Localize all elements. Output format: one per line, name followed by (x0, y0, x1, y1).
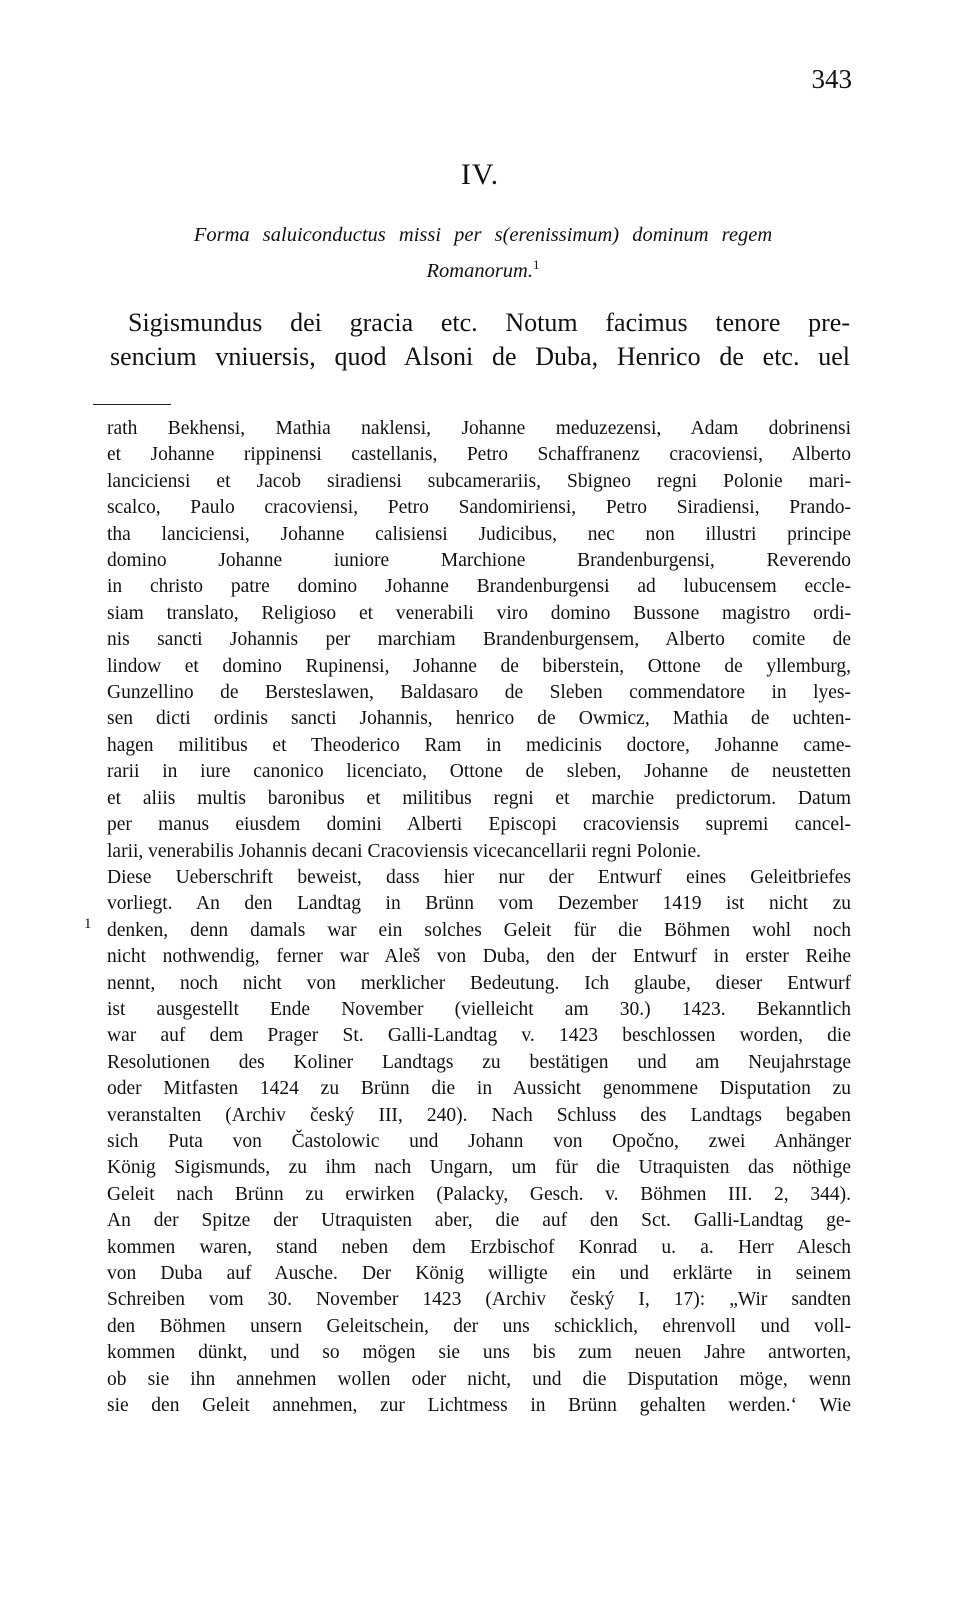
continuation-line: lindow et domino Rupinensi, Johanne de biberstein, Ottone de yllemburg, (107, 655, 851, 677)
continuation-line: et aliis multis baronibus et militibus regni et marchie predictorum. Datum (107, 787, 851, 809)
footnote-line: oder Mitfasten 1424 zu Brünn die in Aussicht genommene Disputation zu (107, 1078, 851, 1100)
footnote-line: ist ausgestellt Ende November (vielleicht am 30.) 1423. Bekanntlich (107, 998, 851, 1020)
heading-line-1: Forma saluiconductus missi per s(erenissimum) dominum regem (193, 224, 773, 246)
main-text (110, 306, 850, 374)
continuation-line: per manus eiusdem domini Alberti Episcopi cracoviensis supremi cancel- (107, 814, 851, 836)
footnote-line: sich Puta von Častolowic und Johann von Opočno, zwei Anhänger (107, 1130, 851, 1152)
footnote-line: sie den Geleit annehmen, zur Lichtmess in Brünn gehalten werden.‘ Wie (107, 1395, 851, 1417)
footnote-line: An der Spitze der Utraquisten aber, die auf den Sct. Galli-Landtag ge- (107, 1210, 851, 1232)
continuation-text (107, 416, 851, 1419)
continuation-line: rath Bekhensi, Mathia naklensi, Johanne meduzezensi, Adam dobrinensi (107, 418, 851, 439)
footnote-line: den Böhmen unsern Geleitschein, der uns schicklich, ehrenvoll und voll- (107, 1315, 851, 1337)
footnote-line: war auf dem Prager St. Galli-Landtag v. 1423 beschlossen worden, die (107, 1025, 851, 1047)
continuation-line: lanciciensi et Jacob siradiensi subcamerariis, Sbigneo regni Polonie mari- (107, 470, 851, 492)
footnote-line: denken, denn damals war ein solches Geleit für die Böhmen wohl noch (107, 919, 851, 941)
footnote-line: von Duba auf Ausche. Der König willigte ein und erklärte in seinem (107, 1263, 851, 1284)
footnote-line: veranstalten (Archiv český III, 240). Nach Schluss des Landtags begaben (107, 1104, 851, 1126)
document-heading (118, 220, 848, 286)
footnote-line: kommen waren, stand neben dem Erzbischof Konrad u. a. Herr Alesch (107, 1236, 851, 1258)
footnote-line: nicht nothwendig, ferner war Aleš von Duba, den der Entwurf in erster Reihe (107, 946, 851, 968)
main-text-line: sencium vniuersis, quod Alsoni de Duba, Henrico de etc. uel (110, 342, 850, 371)
continuation-line: scalco, Paulo cracoviensi, Petro Sandomiriensi, Petro Siradiensi, Prando- (107, 497, 851, 519)
continuation-line: nis sancti Johannis per marchiam Brandenburgensem, Alberto comite de (107, 629, 851, 651)
footnote-mark: 1 (84, 916, 92, 932)
footnote-line: König Sigismunds, zu ihm nach Ungarn, um für die Utraquisten das nöthige (107, 1157, 851, 1179)
footnote-separator (93, 404, 171, 405)
footnote-line: kommen dünkt, und so mögen sie uns bis zum neuen Jahre antworten, (107, 1342, 851, 1364)
footnote-line: Resolutionen des Koliner Landtags zu bestätigen und am Neujahrstage (107, 1051, 851, 1073)
footnote-line: nennt, noch nicht von merklicher Bedeutung. Ich glaube, dieser Entwurf (107, 972, 851, 994)
continuation-line: in christo patre domino Johanne Brandenburgensi ad lubucensem eccle- (107, 576, 851, 598)
continuation-line: et Johanne rippinensi castellanis, Petro Schaffranenz cracoviensi, Alberto (107, 444, 851, 466)
page-number: 343 (811, 64, 852, 94)
footnote-line: Geleit nach Brünn zu erwirken (Palacky, Gesch. v. Böhmen III. 2, 344). (107, 1183, 851, 1205)
footnote-line: Schreiben vom 30. November 1423 (Archiv český I, 17): „Wir sandten (107, 1289, 851, 1311)
continuation-line: domino Johanne iuniore Marchione Brandenburgensi, Reverendo (107, 550, 851, 572)
continuation-line: siam translato, Religioso et venerabili viro domino Bussone magistro ordi- (107, 602, 851, 624)
continuation-line: Gunzellino de Bersteslawen, Baldasaro de Sleben commendatore in lyes- (107, 682, 851, 704)
footnote-line: Diese Ueberschrift beweist, dass hier nur der Entwurf eines Geleitbriefes (107, 866, 851, 888)
section-number: IV. (460, 158, 500, 191)
continuation-line: rarii in iure canonico licenciato, Ottone de sleben, Johanne de neustetten (107, 761, 851, 783)
continuation-line: sen dicti ordinis sancti Johannis, henrico de Owmicz, Mathia de uchten- (107, 708, 851, 730)
heading-footnote-ref: 1 (532, 257, 540, 272)
main-text-line: Sigismundus dei gracia etc. Notum facimus tenore pre- (128, 308, 850, 337)
footnote-line: vorliegt. An den Landtag in Brünn vom Dezember 1419 ist nicht zu (107, 893, 851, 915)
continuation-line: tha lanciciensi, Johanne calisiensi Judicibus, nec non illustri principe (107, 523, 851, 545)
continuation-line: hagen militibus et Theoderico Ram in medicinis doctore, Johanne came- (107, 734, 851, 756)
heading-line-2: Romanorum. (426, 259, 533, 282)
continuation-line: larii, venerabilis Johannis decani Cracoviensis vicecancellarii regni Polonie. (107, 840, 702, 862)
footnote-line: ob sie ihn annehmen wollen oder nicht, und die Disputation möge, wenn (107, 1368, 851, 1390)
